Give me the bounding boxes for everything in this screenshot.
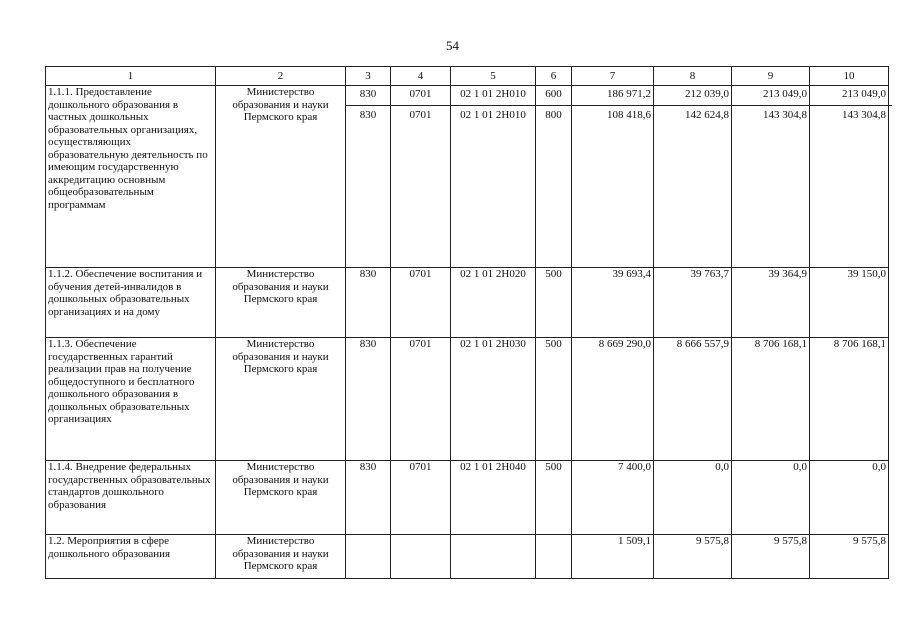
cell-amount-col10: 39 150,0 bbox=[810, 268, 889, 338]
activity-name: 1.1.2. Обеспечение воспитания и обучения детей-инвалидов в дошкольных образовательных организациях и на дому bbox=[46, 268, 216, 338]
cell-ministry-code: 830 830 bbox=[346, 86, 391, 268]
table-row bbox=[46, 461, 889, 535]
table-row bbox=[46, 535, 889, 579]
cell-target-code: 02 1 01 2Н030 bbox=[451, 338, 536, 461]
column-header: 10 bbox=[810, 67, 889, 86]
cell-target-code bbox=[451, 535, 536, 579]
cell-amount-col8: 8 666 557,9 bbox=[654, 338, 732, 461]
cell-section-code: 0701 bbox=[391, 268, 451, 338]
cell-target-code: 02 1 01 2Н020 bbox=[451, 268, 536, 338]
column-header: 4 bbox=[391, 67, 451, 86]
cell-amount-col10: 213 049,0 143 304,8 bbox=[810, 86, 889, 268]
cell-amount-col8: 212 039,0 142 624,8 bbox=[654, 86, 732, 268]
column-header: 8 bbox=[654, 67, 732, 86]
table-row bbox=[46, 86, 889, 268]
cell-amount-col7: 186 971,2 108 418,6 bbox=[572, 86, 654, 268]
ministry-name: Министерство образования и науки Пермского края bbox=[216, 86, 346, 268]
cell-amount-col7: 39 693,4 bbox=[572, 268, 654, 338]
cell-amount-col10: 0,0 bbox=[810, 461, 889, 535]
cell-amount-col8: 39 763,7 bbox=[654, 268, 732, 338]
column-header: 2 bbox=[216, 67, 346, 86]
ministry-name: Министерство образования и науки Пермского края bbox=[216, 535, 346, 579]
cell-amount-col9: 8 706 168,1 bbox=[732, 338, 810, 461]
cell-amount-col8: 9 575,8 bbox=[654, 535, 732, 579]
ministry-name: Министерство образования и науки Пермского края bbox=[216, 268, 346, 338]
cell-amount-col10: 9 575,8 bbox=[810, 535, 889, 579]
column-header: 7 bbox=[572, 67, 654, 86]
cell-target-code: 02 1 01 2Н040 bbox=[451, 461, 536, 535]
column-header: 1 bbox=[46, 67, 216, 86]
cell-expense-type: 500 bbox=[536, 338, 572, 461]
cell-ministry-code: 830 bbox=[346, 338, 391, 461]
cell-amount-col9: 9 575,8 bbox=[732, 535, 810, 579]
cell-amount-col10: 8 706 168,1 bbox=[810, 338, 889, 461]
budget-table bbox=[45, 66, 889, 579]
cell-amount-col7: 8 669 290,0 bbox=[572, 338, 654, 461]
column-number-row bbox=[46, 67, 889, 86]
cell-amount-col9: 213 049,0 143 304,8 bbox=[732, 86, 810, 268]
table-row bbox=[46, 338, 889, 461]
cell-expense-type: 600 800 bbox=[536, 86, 572, 268]
cell-expense-type: 500 bbox=[536, 268, 572, 338]
cell-amount-col9: 0,0 bbox=[732, 461, 810, 535]
column-header: 5 bbox=[451, 67, 536, 86]
column-header: 6 bbox=[536, 67, 572, 86]
ministry-name: Министерство образования и науки Пермского края bbox=[216, 461, 346, 535]
cell-expense-type: 500 bbox=[536, 461, 572, 535]
cell-section-code: 0701 bbox=[391, 338, 451, 461]
activity-name: 1.1.1. Предоставление дошкольного образования в частных дошкольных образовательных организациях, осуществляющих образовательную деятельность по имеющим государственную аккредитацию основным общеобразовательным программам bbox=[46, 86, 216, 268]
activity-name: 1.1.4. Внедрение федеральных государственных образовательных стандартов дошкольного образования bbox=[46, 461, 216, 535]
cell-ministry-code: 830 bbox=[346, 461, 391, 535]
page-number: 54 bbox=[446, 38, 459, 53]
activity-name: 1.1.3. Обеспечение государственных гарантий реализации прав на получение общедоступного и бесплатного дошкольного образования в дошкольных образовательных организациях bbox=[46, 338, 216, 461]
cell-target-code: 02 1 01 2Н010 02 1 01 2Н010 bbox=[451, 86, 536, 268]
table-row bbox=[46, 268, 889, 338]
cell-section-code: 0701 0701 bbox=[391, 86, 451, 268]
cell-ministry-code bbox=[346, 535, 391, 579]
column-header: 9 bbox=[732, 67, 810, 86]
cell-amount-col9: 39 364,9 bbox=[732, 268, 810, 338]
cell-section-code: 0701 bbox=[391, 461, 451, 535]
ministry-name: Министерство образования и науки Пермского края bbox=[216, 338, 346, 461]
cell-amount-col7: 1 509,1 bbox=[572, 535, 654, 579]
cell-expense-type bbox=[536, 535, 572, 579]
activity-name: 1.2. Мероприятия в сфере дошкольного образования bbox=[46, 535, 216, 579]
cell-section-code bbox=[391, 535, 451, 579]
cell-amount-col8: 0,0 bbox=[654, 461, 732, 535]
cell-ministry-code: 830 bbox=[346, 268, 391, 338]
cell-amount-col7: 7 400,0 bbox=[572, 461, 654, 535]
column-header: 3 bbox=[346, 67, 391, 86]
